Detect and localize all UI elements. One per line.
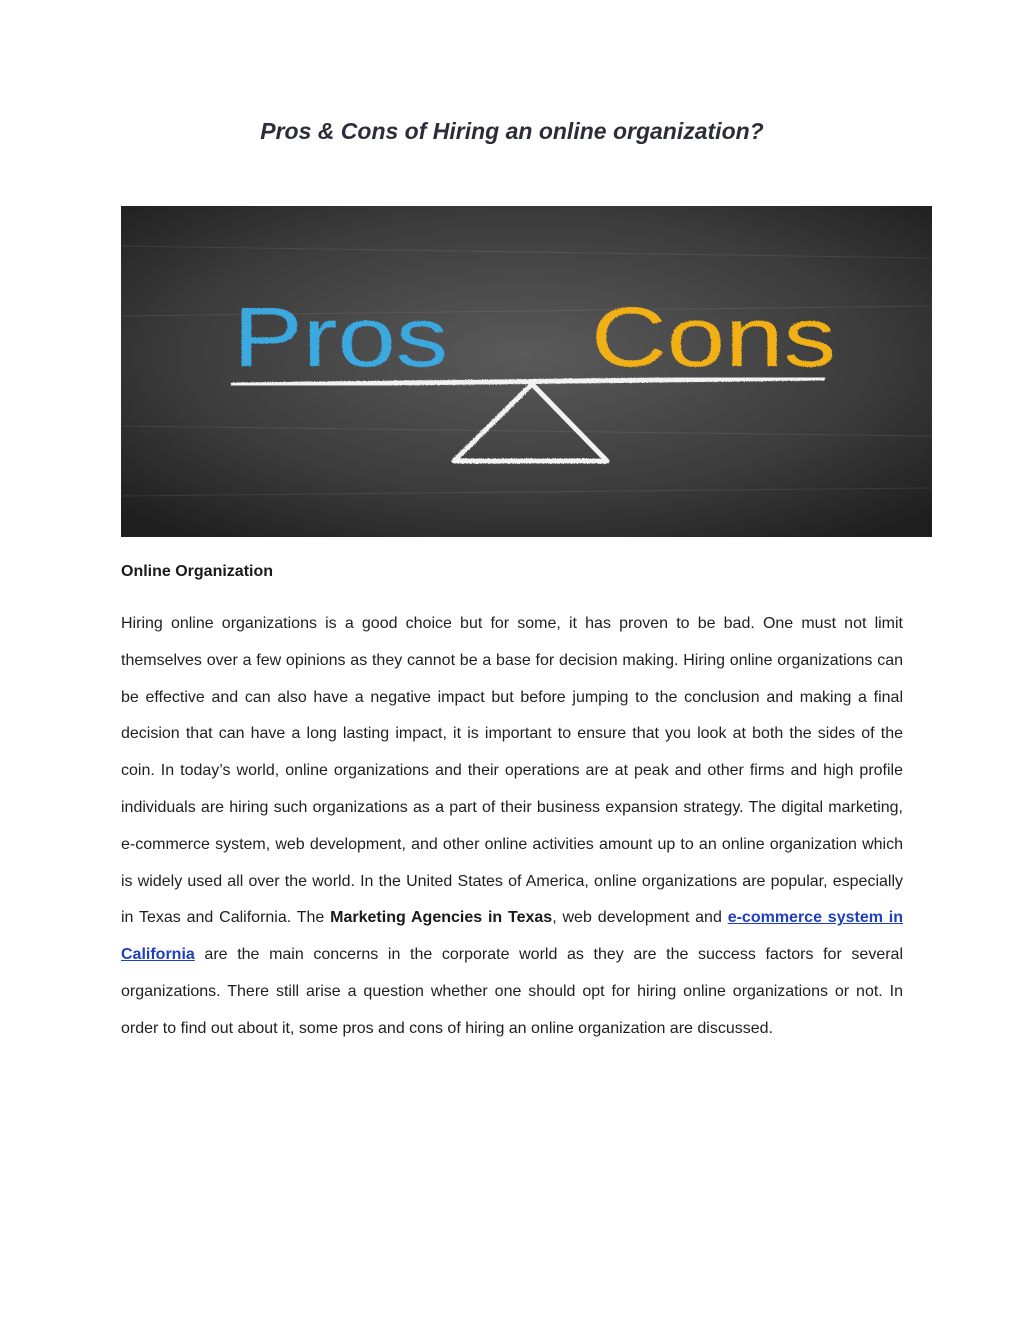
body-paragraph (121, 606, 903, 1048)
paragraph-text-3: are the main concerns in the corporate world as they are the success factors for several organizations. There still arise a question whether one should opt for hiring online organizations or not. In order to find out about it, some pros and cons of hiring an online organization are discussed. (121, 946, 903, 1037)
bold-phrase: Marketing Agencies in Texas (330, 909, 553, 927)
ecommerce-link[interactable]: e-commerce system in California (121, 909, 904, 964)
page-title: Pros & Cons of Hiring an online organization? (260, 118, 764, 144)
paragraph-text-2: , web development and (552, 909, 728, 927)
balance-scale-icon (121, 206, 932, 537)
pros-cons-image (121, 206, 932, 537)
pros-word: Pros (233, 290, 448, 384)
paragraph-text-1: Hiring online organizations is a good choice but for some, it has proven to be bad. One must not limit themselves over a few opinions as they cannot be a base for decision making. Hiring online organizations can be effective and can also have a negative impact but before jumping to the conclusion and making a final decision that can have a long lasting impact, it is important to ensure that you look at both the sides of the coin. In today’s world, online organizations and their operations are at peak and other firms and high profile individuals are hiring such organizations as a part of their business expansion strategy. The digital marketing, e-commerce system, web development, and other online activities amount up to an online organization which is widely used all over the world. In the United States of America, online organizations are popular, especially in Texas and California. The (121, 615, 903, 927)
section-heading: Online Organization (121, 563, 274, 580)
cons-word: Cons (591, 290, 836, 384)
